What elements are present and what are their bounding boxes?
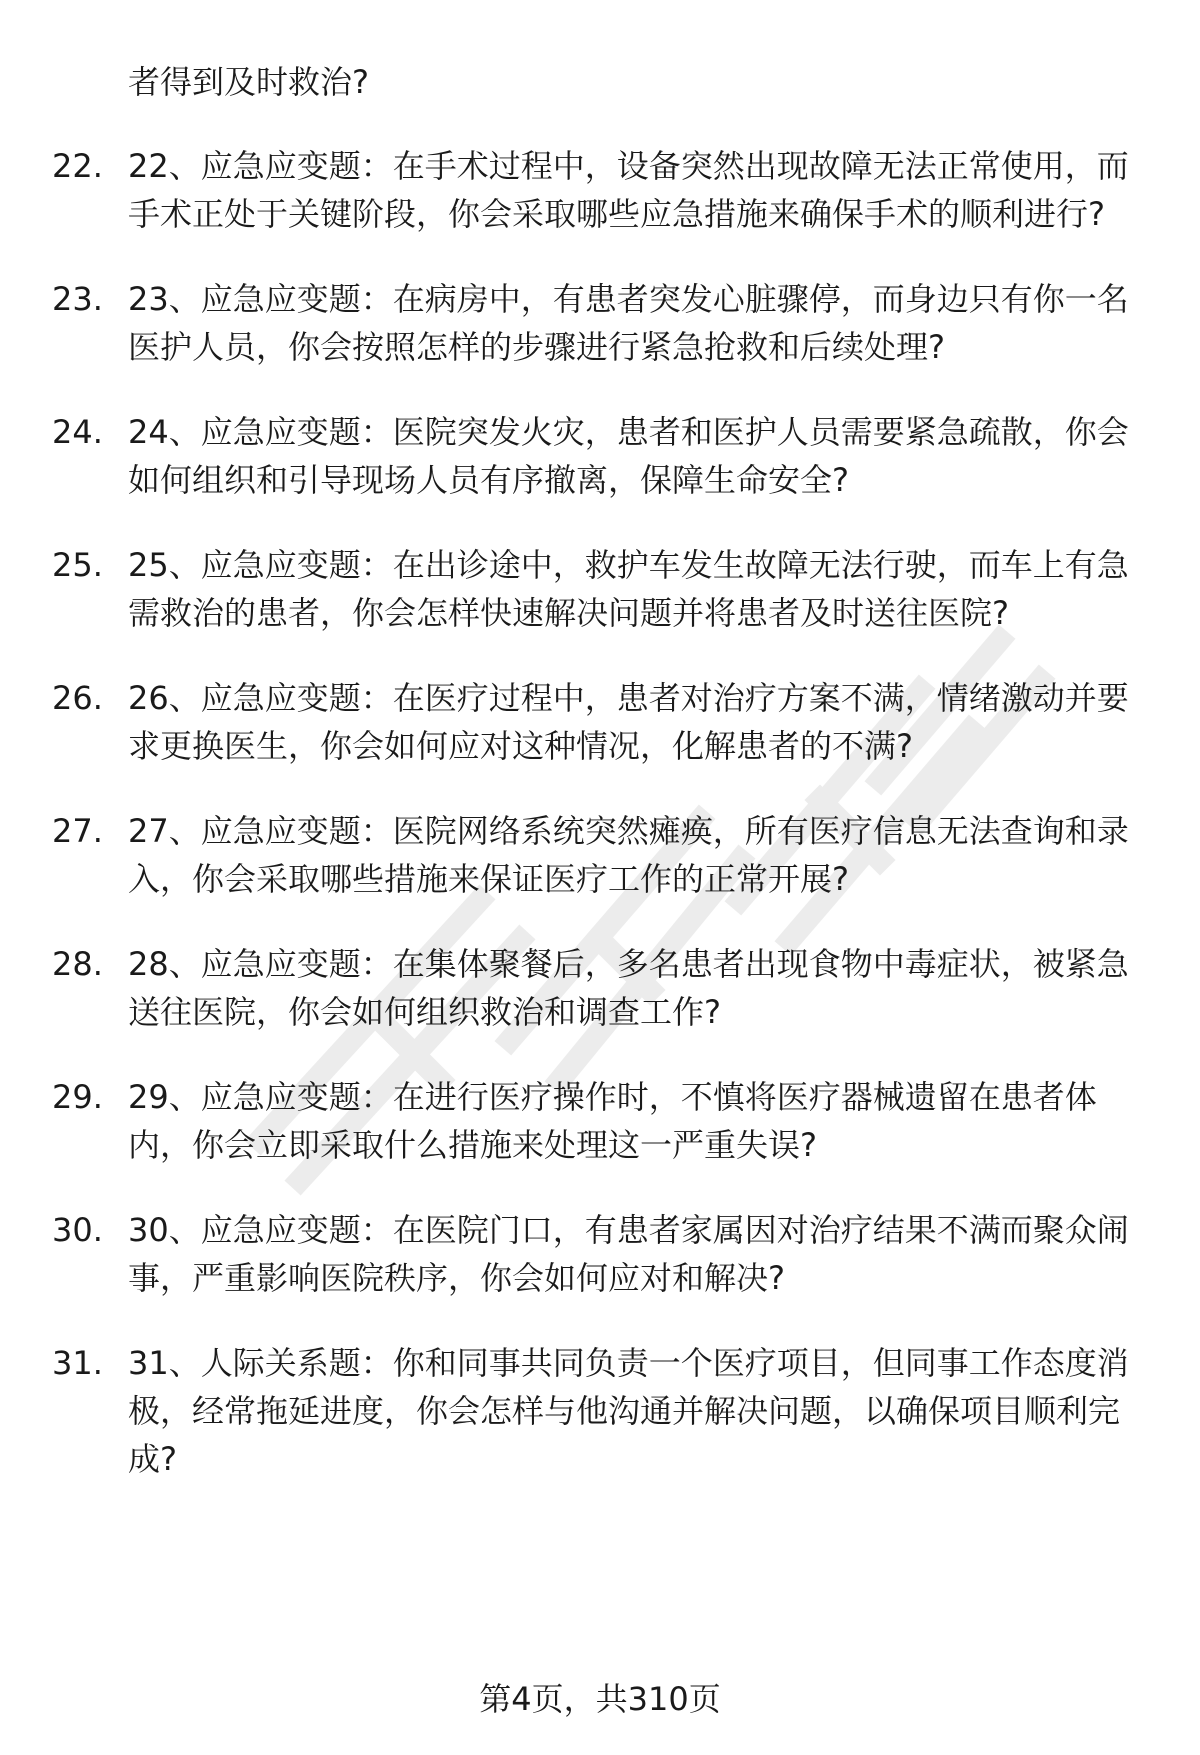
list-item	[0, 408, 1200, 504]
question-number: 25.	[52, 546, 103, 584]
question-list	[0, 142, 1200, 1520]
question-number: 27.	[52, 812, 103, 850]
list-item	[0, 674, 1200, 770]
list-item	[0, 1339, 1200, 1483]
list-item	[0, 275, 1200, 371]
question-number: 26.	[52, 679, 103, 717]
question-text: 23、应急应变题：在病房中，有患者突发心脏骤停，而身边只有你一名医护人员，你会按照怎样的步骤进行紧急抢救和后续处理?	[128, 280, 1129, 366]
question-text: 30、应急应变题：在医院门口，有患者家属因对治疗结果不满而聚众闹事，严重影响医院秩序，你会如何应对和解决?	[128, 1211, 1129, 1297]
question-number: 28.	[52, 945, 103, 983]
list-item	[0, 142, 1200, 238]
question-text: 22、应急应变题：在手术过程中，设备突然出现故障无法正常使用，而手术正处于关键阶段，你会采取哪些应急措施来确保手术的顺利进行?	[128, 147, 1129, 233]
list-item	[0, 1073, 1200, 1169]
list-item	[0, 541, 1200, 637]
list-item	[0, 807, 1200, 903]
question-number: 30.	[52, 1211, 103, 1249]
continuation-text: 者得到及时救治?	[128, 63, 369, 101]
list-item	[0, 940, 1200, 1036]
question-text: 29、应急应变题：在进行医疗操作时，不慎将医疗器械遗留在患者体内，你会立即采取什么措施来处理这一严重失误?	[128, 1078, 1097, 1164]
question-number: 22.	[52, 147, 103, 185]
question-number: 24.	[52, 413, 103, 451]
question-number: 23.	[52, 280, 103, 318]
question-text: 26、应急应变题：在医疗过程中，患者对治疗方案不满，情绪激动并要求更换医生，你会如何应对这种情况，化解患者的不满?	[128, 679, 1129, 765]
question-text: 25、应急应变题：在出诊途中，救护车发生故障无法行驶，而车上有急需救治的患者，你会怎样快速解决问题并将患者及时送往医院?	[128, 546, 1129, 632]
page-footer: 第4页，共310页	[479, 1680, 721, 1718]
question-text: 24、应急应变题：医院突发火灾，患者和医护人员需要紧急疏散，你会如何组织和引导现场人员有序撤离，保障生命安全?	[128, 413, 1129, 499]
question-text: 31、人际关系题：你和同事共同负责一个医疗项目，但同事工作态度消极，经常拖延进度，你会怎样与他沟通并解决问题，以确保项目顺利完成?	[128, 1344, 1129, 1478]
list-item	[0, 1206, 1200, 1302]
question-number: 29.	[52, 1078, 103, 1116]
question-text: 28、应急应变题：在集体聚餐后，多名患者出现食物中毒症状，被紧急送往医院，你会如何组织救治和调查工作?	[128, 945, 1129, 1031]
question-text: 27、应急应变题：医院网络系统突然瘫痪，所有医疗信息无法查询和录入，你会采取哪些措施来保证医疗工作的正常开展?	[128, 812, 1129, 898]
question-number: 31.	[52, 1344, 103, 1382]
